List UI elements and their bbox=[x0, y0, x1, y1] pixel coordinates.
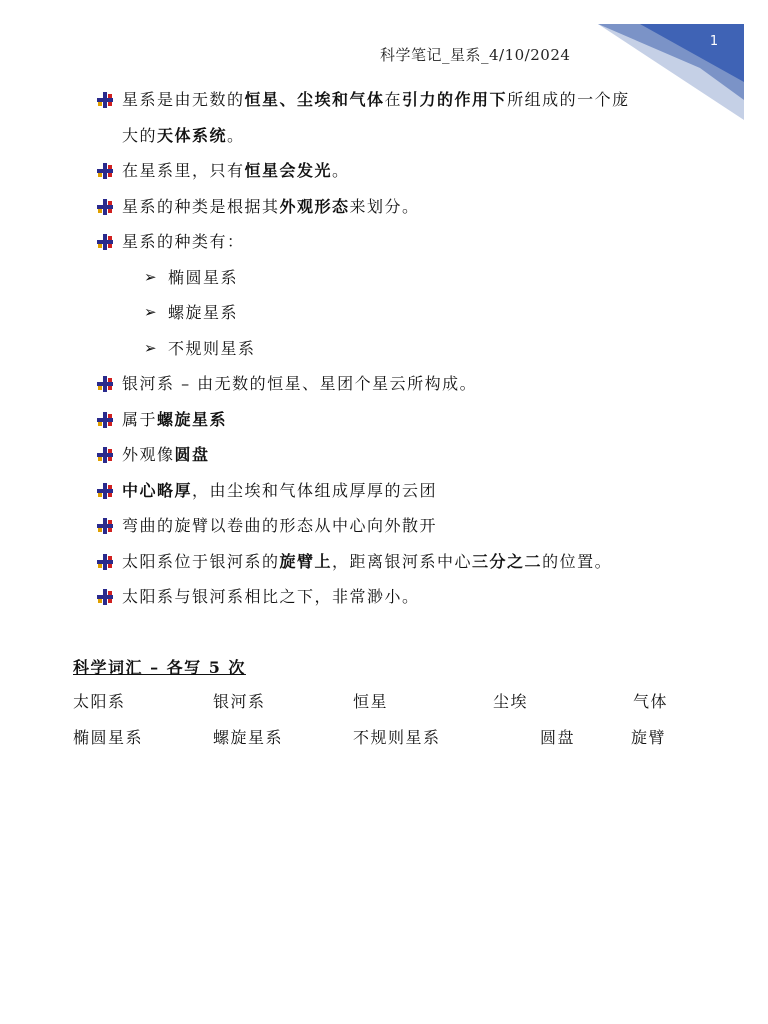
note-bold-text: 螺旋星系 bbox=[157, 409, 228, 429]
page-number: 1 bbox=[709, 34, 719, 49]
notes-content bbox=[96, 82, 696, 615]
note-bullet bbox=[96, 153, 696, 189]
note-bullet bbox=[96, 508, 696, 544]
note-bold-text: 旋臂上 bbox=[279, 551, 333, 571]
note-text: 属于 bbox=[122, 409, 158, 429]
vocab-word: 不规则星系 bbox=[353, 728, 441, 747]
vocab-word: 银河系 bbox=[213, 692, 266, 711]
vocab-word: 太阳系 bbox=[73, 692, 126, 711]
note-text: 的位置。 bbox=[542, 551, 613, 571]
note-text: 星系的种类是根据其 bbox=[122, 196, 280, 216]
bullet-marker-icon bbox=[96, 482, 114, 500]
note-bold-text: 三分之二 bbox=[472, 551, 543, 571]
note-text: 太阳系与银河系相比之下，非常渺小。 bbox=[122, 587, 420, 606]
note-bullet bbox=[96, 473, 696, 509]
bullet-marker-icon bbox=[96, 446, 114, 464]
vocab-word: 恒星 bbox=[353, 692, 389, 711]
note-text: 。 bbox=[332, 161, 350, 180]
vocab-word: 旋臂 bbox=[631, 728, 667, 747]
galaxy-type-label: 螺旋星系 bbox=[168, 303, 239, 322]
note-text: 所组成的一个庞 bbox=[507, 90, 630, 109]
galaxy-type-item bbox=[96, 260, 696, 296]
arrow-bullet-icon: ➢ bbox=[144, 267, 159, 286]
note-text: 太阳系位于银河系的 bbox=[122, 551, 280, 571]
note-bold-text: 恒星、尘埃和气体 bbox=[244, 90, 385, 109]
note-bullet bbox=[96, 118, 696, 154]
note-text: 外观像 bbox=[122, 445, 175, 464]
note-bold-text: 外观形态 bbox=[279, 196, 350, 216]
galaxy-type-label: 不规则星系 bbox=[168, 338, 256, 358]
note-bold-text: 恒星会发光 bbox=[244, 161, 333, 180]
bullet-marker-icon bbox=[96, 162, 114, 180]
note-text: 银河系 – 由无数的恒星、星团个星云所构成。 bbox=[122, 374, 478, 393]
note-text: 星系的种类有： bbox=[122, 232, 245, 251]
note-text: 在 bbox=[384, 90, 403, 109]
note-bullet bbox=[96, 224, 696, 260]
note-bullet bbox=[96, 544, 696, 580]
bullet-marker-icon bbox=[96, 375, 114, 393]
vocab-word: 螺旋星系 bbox=[213, 728, 284, 747]
note-bullet bbox=[96, 437, 696, 473]
vocab-word: 气体 bbox=[633, 692, 669, 711]
page-title: 科学笔记_星系_4/10/2024 bbox=[380, 46, 571, 64]
note-text: ，距离银河系中心 bbox=[332, 551, 473, 571]
note-bold-text: 天体系统 bbox=[157, 125, 228, 145]
note-text: 。 bbox=[227, 125, 245, 145]
note-text: 来划分。 bbox=[349, 196, 420, 216]
bullet-marker-icon bbox=[96, 411, 114, 429]
vocab-word: 尘埃 bbox=[493, 692, 529, 711]
vocab-title: 科学词汇 – 各写 5 次 bbox=[73, 658, 246, 677]
note-bullet bbox=[96, 189, 696, 225]
note-text: 大的 bbox=[122, 125, 158, 145]
vocab-word: 椭圆星系 bbox=[73, 728, 144, 747]
galaxy-type-label: 椭圆星系 bbox=[168, 267, 239, 287]
bullet-marker-icon bbox=[96, 233, 114, 251]
note-bullet bbox=[96, 366, 696, 402]
galaxy-type-item bbox=[96, 295, 696, 331]
bullet-marker-icon bbox=[96, 91, 114, 109]
galaxy-type-item bbox=[96, 331, 696, 367]
note-text: 弯曲的旋臂以卷曲的形态从中心向外散开 bbox=[122, 516, 438, 535]
note-bold-text: 中心略厚 bbox=[122, 480, 193, 500]
bullet-marker-icon bbox=[96, 553, 114, 571]
bullet-marker-icon bbox=[96, 588, 114, 606]
arrow-bullet-icon: ➢ bbox=[144, 303, 159, 321]
bullet-marker-icon bbox=[96, 198, 114, 216]
note-bullet bbox=[96, 402, 696, 438]
note-bold-text: 圆盘 bbox=[174, 445, 210, 464]
bullet-marker-icon bbox=[96, 517, 114, 535]
note-text: 在星系里，只有 bbox=[122, 161, 245, 180]
note-bullet bbox=[96, 579, 696, 615]
note-text: ，由尘埃和气体组成厚厚的云团 bbox=[192, 480, 438, 500]
note-bold-text: 引力的作用下 bbox=[402, 90, 508, 109]
note-text: 星系是由无数的 bbox=[122, 90, 245, 109]
arrow-bullet-icon: ➢ bbox=[144, 338, 159, 357]
note-bullet bbox=[96, 82, 696, 118]
vocab-word: 圆盘 bbox=[540, 728, 576, 747]
